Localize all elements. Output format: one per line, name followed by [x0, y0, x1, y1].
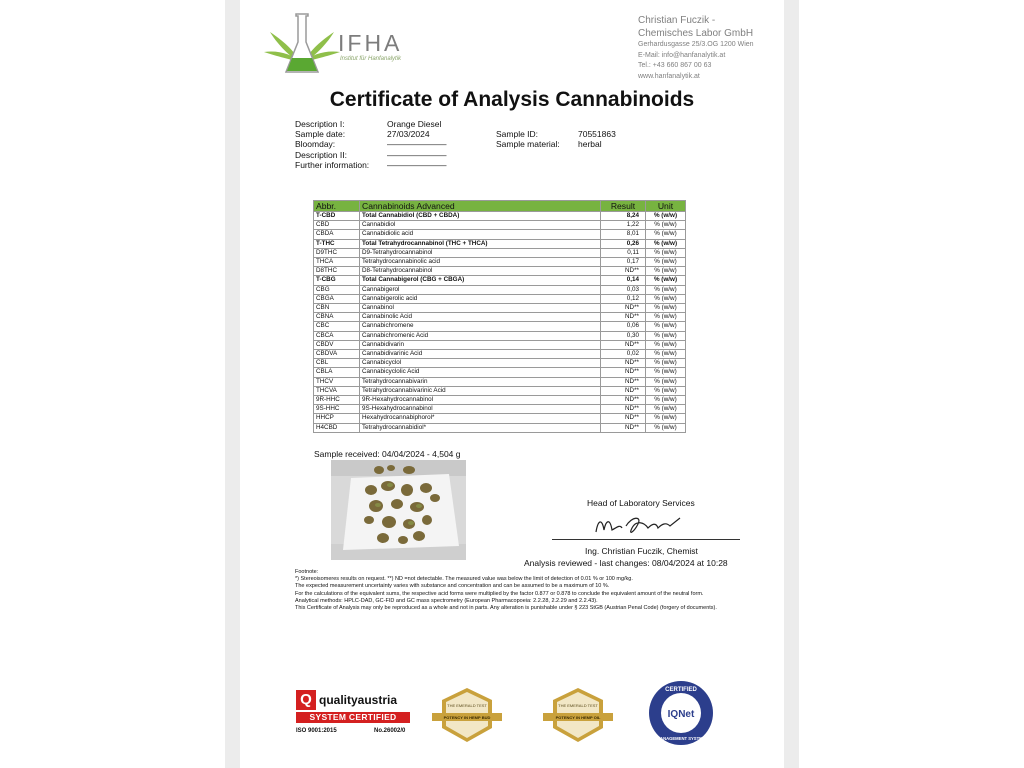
- cell-cannabinoid-name: Tetrahydrocannabidiol*: [360, 423, 601, 432]
- table-row: [314, 377, 686, 386]
- ifha-flask-leaf-logo: [262, 12, 342, 80]
- cell-unit: % (w/w): [646, 267, 686, 276]
- table-row: [314, 359, 686, 368]
- cell-cannabinoid-name: Cannabichromenic Acid: [360, 331, 601, 340]
- cell-result: ND**: [601, 340, 646, 349]
- further-info-value: ———————: [387, 159, 447, 170]
- cell-abbr: T-CBD: [314, 212, 360, 221]
- cell-unit: % (w/w): [646, 221, 686, 230]
- cell-result: ND**: [601, 267, 646, 276]
- sample-received: Sample received: 04/04/2024 - 4,504 g: [314, 449, 461, 459]
- cell-unit: % (w/w): [646, 239, 686, 248]
- description-2-label: Description II:: [295, 149, 347, 160]
- cell-unit: % (w/w): [646, 248, 686, 257]
- cell-result: 0,26: [601, 239, 646, 248]
- table-row: [314, 267, 686, 276]
- logo-wordmark: IFHA: [338, 30, 403, 56]
- cell-abbr: H4CBD: [314, 423, 360, 432]
- cell-cannabinoid-name: Cannabidiolic acid: [360, 230, 601, 239]
- footnote-line: Analytical methods: HPLC-DAD, GC-FID and GC mass spectrometry (European Pharmacopoeia: 2.2.28, 2.2.29 and 2.2.43).: [295, 597, 598, 604]
- cell-unit: % (w/w): [646, 359, 686, 368]
- table-row: [314, 304, 686, 313]
- cell-result: 0,11: [601, 248, 646, 257]
- cell-abbr: CBDVA: [314, 350, 360, 359]
- description-1-label: Description I:: [295, 119, 345, 129]
- bloomday-label: Bloomday:: [295, 139, 336, 150]
- emerald-test-bud-badge: [432, 686, 502, 744]
- footnote-line: The expected measurement uncertainty varies with substance and concentration and can be assumed to be a maximum of 10 %.: [295, 583, 610, 590]
- cell-abbr: CBD: [314, 221, 360, 230]
- cell-unit: % (w/w): [646, 368, 686, 377]
- iqnet-certified-seal: [648, 680, 714, 746]
- column-header-abbr: Abbr.: [314, 201, 360, 212]
- cell-result: 0,03: [601, 285, 646, 294]
- cell-cannabinoid-name: D9-Tetrahydrocannabinol: [360, 248, 601, 257]
- cell-result: 0,30: [601, 331, 646, 340]
- cell-result: ND**: [601, 377, 646, 386]
- table-row: [314, 350, 686, 359]
- cell-cannabinoid-name: Cannabicyclol: [360, 359, 601, 368]
- cell-unit: % (w/w): [646, 285, 686, 294]
- further-info-label: Further information:: [295, 159, 370, 170]
- handwritten-signature: [592, 510, 687, 540]
- cell-result: 0,17: [601, 258, 646, 267]
- cell-unit: % (w/w): [646, 386, 686, 395]
- table-row: [314, 294, 686, 303]
- cell-cannabinoid-name: Tetrahydrocannabinolic acid: [360, 258, 601, 267]
- cell-abbr: THCA: [314, 258, 360, 267]
- cell-unit: % (w/w): [646, 396, 686, 405]
- document-title: Certificate of Analysis Cannabinoids: [329, 88, 695, 111]
- sample-date-value: 27/03/2024: [387, 129, 430, 140]
- cell-result: 8,01: [601, 230, 646, 239]
- cell-cannabinoid-name: Cannabicyclolic Acid: [360, 368, 601, 377]
- quality-austria-brand: qualityaustria: [319, 693, 398, 707]
- cell-unit: % (w/w): [646, 212, 686, 221]
- cell-result: ND**: [601, 405, 646, 414]
- emerald-2-top-text: THE EMERALD TEST: [558, 703, 598, 708]
- table-row: [314, 221, 686, 230]
- column-header-unit: Unit: [646, 201, 686, 212]
- cell-result: 0,12: [601, 294, 646, 303]
- table-row: [314, 212, 686, 221]
- cell-unit: % (w/w): [646, 331, 686, 340]
- page-margin-left: [225, 0, 240, 768]
- emerald-1-ribbon: POTENCY IN HEMP BUD: [443, 715, 491, 720]
- cell-cannabinoid-name: Cannabigerol: [360, 285, 601, 294]
- table-row: [314, 414, 686, 423]
- cell-cannabinoid-name: Cannabinolic Acid: [360, 313, 601, 322]
- cell-cannabinoid-name: Total Tetrahydrocannabinol (THC + THCA): [360, 239, 601, 248]
- cell-cannabinoid-name: Tetrahydrocannabivarinic Acid: [360, 386, 601, 395]
- footnotes: [295, 569, 765, 612]
- cell-result: 1,22: [601, 221, 646, 230]
- cell-result: ND**: [601, 304, 646, 313]
- cell-abbr: CBC: [314, 322, 360, 331]
- footnote-line: For the calculations of the equivalent sums, the respective acid forms were multiplied by the factor 0.877 or 0.878 to conclude the equivalent amount of the neutral form.: [295, 590, 704, 597]
- analysis-reviewed: Analysis reviewed - last changes: 08/04/2024 at 10:28: [524, 558, 728, 568]
- quality-austria-badge: [296, 690, 411, 740]
- lab-website: www.hanfanalytik.at: [638, 72, 700, 80]
- cell-cannabinoid-name: Tetrahydrocannabivarin: [360, 377, 601, 386]
- signature-line: [552, 539, 740, 540]
- cell-result: ND**: [601, 386, 646, 395]
- footnote-line: This Certificate of Analysis may only be reproduced as a whole and not in parts. Any alteration is punishable under § 223 StGB (Austrian Penal Code) (forgery of documents).: [295, 605, 717, 612]
- sample-id-label: Sample ID:: [496, 129, 539, 139]
- cell-result: ND**: [601, 396, 646, 405]
- cell-abbr: T-CBG: [314, 276, 360, 285]
- iqnet-top-text: CERTIFIED: [665, 687, 697, 693]
- certificate-number: No.26002/0: [374, 728, 406, 734]
- signer-role: Head of Laboratory Services: [587, 498, 695, 508]
- cell-cannabinoid-name: Hexahydrocannabiphorol*: [360, 414, 601, 423]
- cell-unit: % (w/w): [646, 313, 686, 322]
- table-row: [314, 313, 686, 322]
- cell-result: ND**: [601, 368, 646, 377]
- table-row: [314, 331, 686, 340]
- column-header-cannabinoid: Cannabinoids Advanced: [360, 201, 601, 212]
- emerald-2-ribbon: POTENCY IN HEMP OIL: [555, 715, 601, 720]
- table-row: [314, 239, 686, 248]
- cell-cannabinoid-name: Cannabidivarinic Acid: [360, 350, 601, 359]
- sample-material-value: herbal: [578, 139, 602, 150]
- cell-abbr: CBLA: [314, 368, 360, 377]
- emerald-test-oil-badge: [543, 686, 613, 744]
- table-row: [314, 276, 686, 285]
- table-row: [314, 340, 686, 349]
- cell-cannabinoid-name: Total Cannabidiol (CBD + CBDA): [360, 212, 601, 221]
- cell-unit: % (w/w): [646, 304, 686, 313]
- signer-name: Ing. Christian Fuczik, Chemist: [585, 546, 698, 556]
- cell-cannabinoid-name: 9S-Hexahydrocannabinol: [360, 405, 601, 414]
- lab-address: Gerhardusgasse 25/3.OG 1200 Wien: [638, 41, 754, 48]
- table-body: [314, 212, 686, 433]
- cell-unit: % (w/w): [646, 294, 686, 303]
- cell-abbr: THCV: [314, 377, 360, 386]
- cell-unit: % (w/w): [646, 258, 686, 267]
- cell-result: 0,02: [601, 350, 646, 359]
- table-row: [314, 405, 686, 414]
- cell-unit: % (w/w): [646, 414, 686, 423]
- table-row: [314, 396, 686, 405]
- cell-unit: % (w/w): [646, 377, 686, 386]
- lab-phone: Tel.: +43 660 867 00 63: [638, 62, 712, 69]
- cell-unit: % (w/w): [646, 423, 686, 432]
- quality-austria-q-logo: Q: [296, 690, 316, 710]
- table-row: [314, 368, 686, 377]
- cell-abbr: CBL: [314, 359, 360, 368]
- cell-unit: % (w/w): [646, 322, 686, 331]
- lab-email: E-Mail: info@hanfanalytik.at: [638, 51, 726, 59]
- cell-abbr: 9S-HHC: [314, 405, 360, 414]
- lab-name-line-1: Christian Fuczik -: [638, 15, 716, 26]
- iqnet-center-text: IQNet: [667, 709, 695, 720]
- cell-cannabinoid-name: D8-Tetrahydrocannabinol: [360, 267, 601, 276]
- footnote-line: *) Stereoisomeres results on request. **) ND =not detectable. The measured value was below the limit of detection of 0.01 % or 100 mg/kg.: [295, 576, 633, 583]
- table-row: [314, 423, 686, 432]
- lab-name-line-2: Chemisches Labor GmbH: [638, 28, 754, 39]
- description-2-value: ———————: [387, 149, 447, 160]
- cell-cannabinoid-name: Cannabidiol: [360, 221, 601, 230]
- table-row: [314, 248, 686, 257]
- footnote-line: Footnote:: [295, 569, 319, 575]
- cell-abbr: CBGA: [314, 294, 360, 303]
- cell-cannabinoid-name: Cannabidivarin: [360, 340, 601, 349]
- cell-result: ND**: [601, 313, 646, 322]
- cell-abbr: THCVA: [314, 386, 360, 395]
- cannabinoid-results-table: [313, 200, 686, 433]
- cell-unit: % (w/w): [646, 340, 686, 349]
- emerald-1-top-text: THE EMERALD TEST: [447, 703, 487, 708]
- logo-subtitle: Institut für Hanfanalytik: [340, 56, 402, 62]
- sample-id-value: 70551863: [578, 129, 616, 139]
- table-row: [314, 322, 686, 331]
- cell-abbr: HHCP: [314, 414, 360, 423]
- system-certified-bar: SYSTEM CERTIFIED: [296, 712, 410, 723]
- cell-result: 0,06: [601, 322, 646, 331]
- sample-date-label: Sample date:: [295, 129, 346, 140]
- lab-contact-block: [638, 14, 783, 82]
- cell-result: ND**: [601, 423, 646, 432]
- page-margin-right: [784, 0, 799, 768]
- cell-abbr: CBG: [314, 285, 360, 294]
- cell-abbr: CBCA: [314, 331, 360, 340]
- cell-unit: % (w/w): [646, 230, 686, 239]
- table-row: [314, 258, 686, 267]
- cell-result: 0,14: [601, 276, 646, 285]
- iqnet-bottom-text: MANAGEMENT SYSTEM: [656, 736, 706, 741]
- description-1-value: Orange Diesel: [387, 119, 442, 129]
- sample-material-label: Sample material:: [496, 139, 560, 150]
- cell-result: ND**: [601, 359, 646, 368]
- cell-result: ND**: [601, 414, 646, 423]
- sample-info-right: [496, 129, 616, 149]
- table-row: [314, 386, 686, 395]
- cell-cannabinoid-name: Cannabichromene: [360, 322, 601, 331]
- cell-abbr: T-THC: [314, 239, 360, 248]
- cell-abbr: CBDV: [314, 340, 360, 349]
- cell-abbr: CBDA: [314, 230, 360, 239]
- cell-unit: % (w/w): [646, 350, 686, 359]
- column-header-result: Result: [601, 201, 646, 212]
- table-header-row: [314, 201, 686, 212]
- bloomday-value: ———————: [387, 139, 447, 150]
- sample-info-left: [295, 119, 447, 170]
- sample-photo: [331, 460, 466, 560]
- cell-result: 8,24: [601, 212, 646, 221]
- table-row: [314, 285, 686, 294]
- cell-unit: % (w/w): [646, 276, 686, 285]
- cell-cannabinoid-name: Total Cannabigerol (CBG + CBGA): [360, 276, 601, 285]
- cell-cannabinoid-name: Cannabinol: [360, 304, 601, 313]
- cell-abbr: D8THC: [314, 267, 360, 276]
- cell-abbr: D9THC: [314, 248, 360, 257]
- cell-cannabinoid-name: 9R-Hexahydrocannabinol: [360, 396, 601, 405]
- cell-abbr: CBNA: [314, 313, 360, 322]
- table-row: [314, 230, 686, 239]
- cell-abbr: 9R-HHC: [314, 396, 360, 405]
- cell-unit: % (w/w): [646, 405, 686, 414]
- cell-abbr: CBN: [314, 304, 360, 313]
- cell-cannabinoid-name: Cannabigerolic acid: [360, 294, 601, 303]
- iso-standard: ISO 9001:2015: [296, 728, 337, 734]
